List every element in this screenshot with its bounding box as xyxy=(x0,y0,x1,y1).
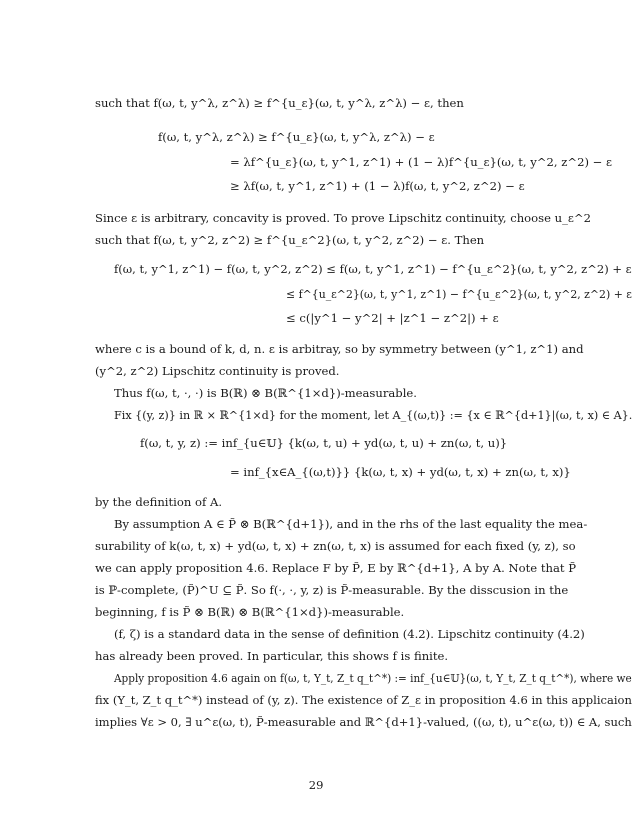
equation-line: f(ω, t, y^λ, z^λ) ≥ f^{u_ε}(ω, t, y^λ, z^λ) − ε xyxy=(158,130,435,144)
text-line: Thus f(ω, t, ·, ·) is B(ℝ) ⊗ B(ℝ^{1×d})-measurable. xyxy=(114,386,417,400)
text-line: By assumption A ∈ P̃ ⊗ B(ℝ^{d+1}), and in the rhs of the last equality the mea- xyxy=(114,517,588,531)
text-line: is ℙ-complete, (P̃)^U ⊆ P̃. So f(·, ·, y, z) is P̃-measurable. By the disscusion in the xyxy=(95,583,569,597)
text-line: implies ∀ε > 0, ∃ u^ε(ω, t), P̃-measurable and ℝ^{d+1}-valued, ((ω, t), u^ε(ω, t)) ∈ A, such xyxy=(95,715,632,729)
text-line: by the definition of A. xyxy=(95,495,223,509)
equation-line: = inf_{x∈A_{(ω,t)}} {k(ω, t, x) + yd(ω, t, x) + zn(ω, t, x)} xyxy=(230,465,571,479)
text-line: such that f(ω, t, y^2, z^2) ≥ f^{u_ε^2}(ω, t, y^2, z^2) − ε. Then xyxy=(95,233,485,247)
equation-line: ≤ c(|y^1 − y^2| + |z^1 − z^2|) + ε xyxy=(286,311,499,325)
text-line: such that f(ω, t, y^λ, z^λ) ≥ f^{u_ε}(ω, t, y^λ, z^λ) − ε, then xyxy=(95,96,464,110)
text-line: Fix {(y, z)} in ℝ × ℝ^{1×d} for the moment, let A_{(ω,t)} := {x ∈ ℝ^{d+1}|(ω, t, x) ∈ A}. xyxy=(114,408,633,422)
text-line: (f, ζ) is a standard data in the sense of definition (4.2). Lipschitz continuity (4.2) xyxy=(114,627,585,641)
page-number: 29 xyxy=(308,778,324,792)
equation-line: = λf^{u_ε}(ω, t, y^1, z^1) + (1 − λ)f^{u_ε}(ω, t, y^2, z^2) − ε xyxy=(230,155,613,169)
text-line: Since ε is arbitrary, concavity is proved. To prove Lipschitz continuity, choose u_ε^2 xyxy=(95,211,591,225)
text-line: beginning, f is P̃ ⊗ B(ℝ) ⊗ B(ℝ^{1×d})-measurable. xyxy=(95,605,405,619)
equation-line: f(ω, t, y^1, z^1) − f(ω, t, y^2, z^2) ≤ f(ω, t, y^1, z^1) − f^{u_ε^2}(ω, t, y^2, z^2) + ε xyxy=(114,262,632,276)
equation-line: ≥ λf(ω, t, y^1, z^1) + (1 − λ)f(ω, t, y^2, z^2) − ε xyxy=(230,179,525,193)
text-line: has already been proved. In particular, this shows f is finite. xyxy=(95,649,449,663)
text-line: (y^2, z^2) Lipschitz continuity is proved. xyxy=(95,364,340,378)
text-line: surability of k(ω, t, x) + yd(ω, t, x) + zn(ω, t, x) is assumed for each fixed (y, z), so xyxy=(95,539,576,553)
text-line: Apply proposition 4.6 again on f(ω, t, Y_t, Z_t q_t^*) := inf_{u∈𝕌}(ω, t, Y_t, Z_t q_t^*), where we xyxy=(114,671,632,685)
text-line: we can apply proposition 4.6. Replace F by P̃, E by ℝ^{d+1}, A by A. Note that P̃ xyxy=(95,561,577,575)
equation-line: ≤ f^{u_ε^2}(ω, t, y^1, z^1) − f^{u_ε^2}(ω, t, y^2, z^2) + ε xyxy=(286,287,632,301)
equation-line: f(ω, t, y, z) := inf_{u∈𝕌} {k(ω, t, u) + yd(ω, t, u) + zn(ω, t, u)} xyxy=(140,436,508,450)
text-line: where c is a bound of k, d, n. ε is arbitray, so by symmetry between (y^1, z^1) and xyxy=(95,342,584,356)
text-line: fix (Y_t, Z_t q_t^*) instead of (y, z). The existence of Z_ε in proposition 4.6 in this applicaion xyxy=(95,693,632,707)
